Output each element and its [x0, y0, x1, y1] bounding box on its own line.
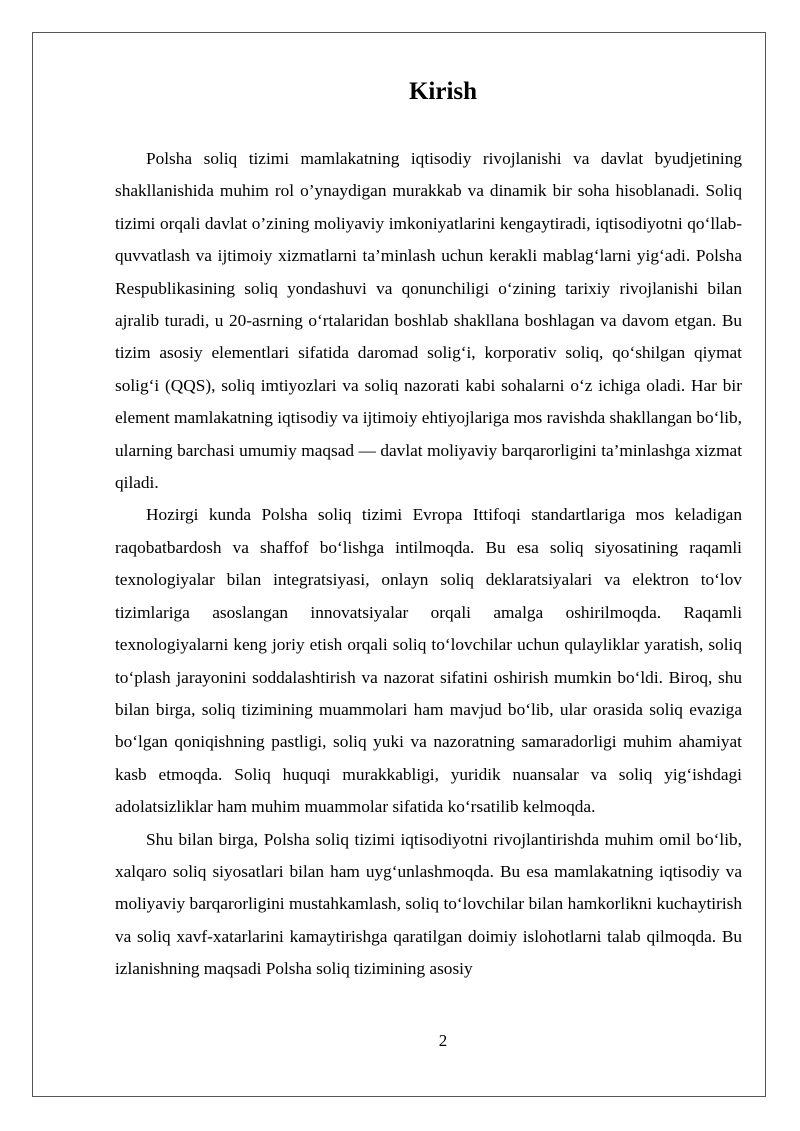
body-text	[115, 143, 742, 986]
paragraph-2: Hozirgi kunda Polsha soliq tizimi Evropa Ittifoqi standartlariga mos keladigan raqobatbardosh va shaffof bo‘lishga intilmoqda. Bu esa soliq siyosatining raqamli texnologiyalar bilan integratsiyasi, onlayn soliq deklaratsiyalari va elektron to‘lov tizimlariga asoslangan innovatsiyalar orqali amalga oshirilmoqda. Raqamli texnologiyalarni keng joriy etish orqali soliq to‘lovchilar uchun qulayliklar yaratish, soliq to‘plash jarayonini soddalashtirish va nazorat sifatini oshirish mumkin bo‘ldi. Biroq, shu bilan birga, soliq tizimining muammolari ham mavjud bo‘lib, ular orasida soliq evaziga bo‘lgan qoniqishning pastligi, soliq yuki va nazoratning samaradorligi muhim ahamiyat kasb etmoqda. Soliq huquqi murakkabligi, yuridik nuansalar va soliq yig‘ishdagi adolatsizliklar ham muhim muammolar sifatida ko‘rsatilib kelmoqda.	[115, 505, 742, 817]
section-title: Kirish	[408, 78, 478, 105]
paragraph-3: Shu bilan birga, Polsha soliq tizimi iqtisodiyotni rivojlantirishda muhim omil bo‘lib, xalqaro soliq siyosatlari bilan ham uyg‘unlashmoqda. Bu esa mamlakatning iqtisodiy va moliyaviy barqarorligini mustahkamlash, soliq to‘lovchilar bilan hamkorlikni kuchaytirish va soliq xavf-xatarlarini kamaytirishga qaratilgan doimiy islohotlarni talab qilmoqda. Bu izlanishning maqsadi Polsha soliq tizimining asosiy	[115, 829, 742, 979]
paragraph-1: Polsha soliq tizimi mamlakatning iqtisodiy rivojlanishi va davlat byudjetining shakllanishida muhim rol o’ynaydigan murakkab va dinamik bir soha hisoblanadi. Soliq tizimi orqali davlat o’zining moliyaviy imkoniyatlarini kengaytiradi, iqtisodiyotni qo‘llab-quvvatlash va ijtimoiy xizmatlarni ta’minlash uchun kerakli mablag‘larni yig‘adi. Polsha Respublikasining soliq yondashuvi va qonunchiligi o‘zining tarixiy rivojlanishi bilan ajralib turadi, u 20-asrning o‘rtalaridan boshlab shakllana boshlagan va davom etgan. Bu tizim asosiy elementlari sifatida daromad solig‘i, korporativ soliq, qo‘shilgan qiymat solig‘i (QQS), soliq imtiyozlari va soliq nazorati kabi sohalarni o‘z ichiga oladi. Har bir element mamlakatning iqtisodiy va ijtimoiy ehtiyojlariga mos ravishda shakllangan bo‘lib, ularning barchasi umumiy maqsad — davlat moliyaviy barqarorligini ta’minlashga xizmat qiladi.	[115, 149, 742, 493]
page-number: 2	[438, 1031, 448, 1050]
